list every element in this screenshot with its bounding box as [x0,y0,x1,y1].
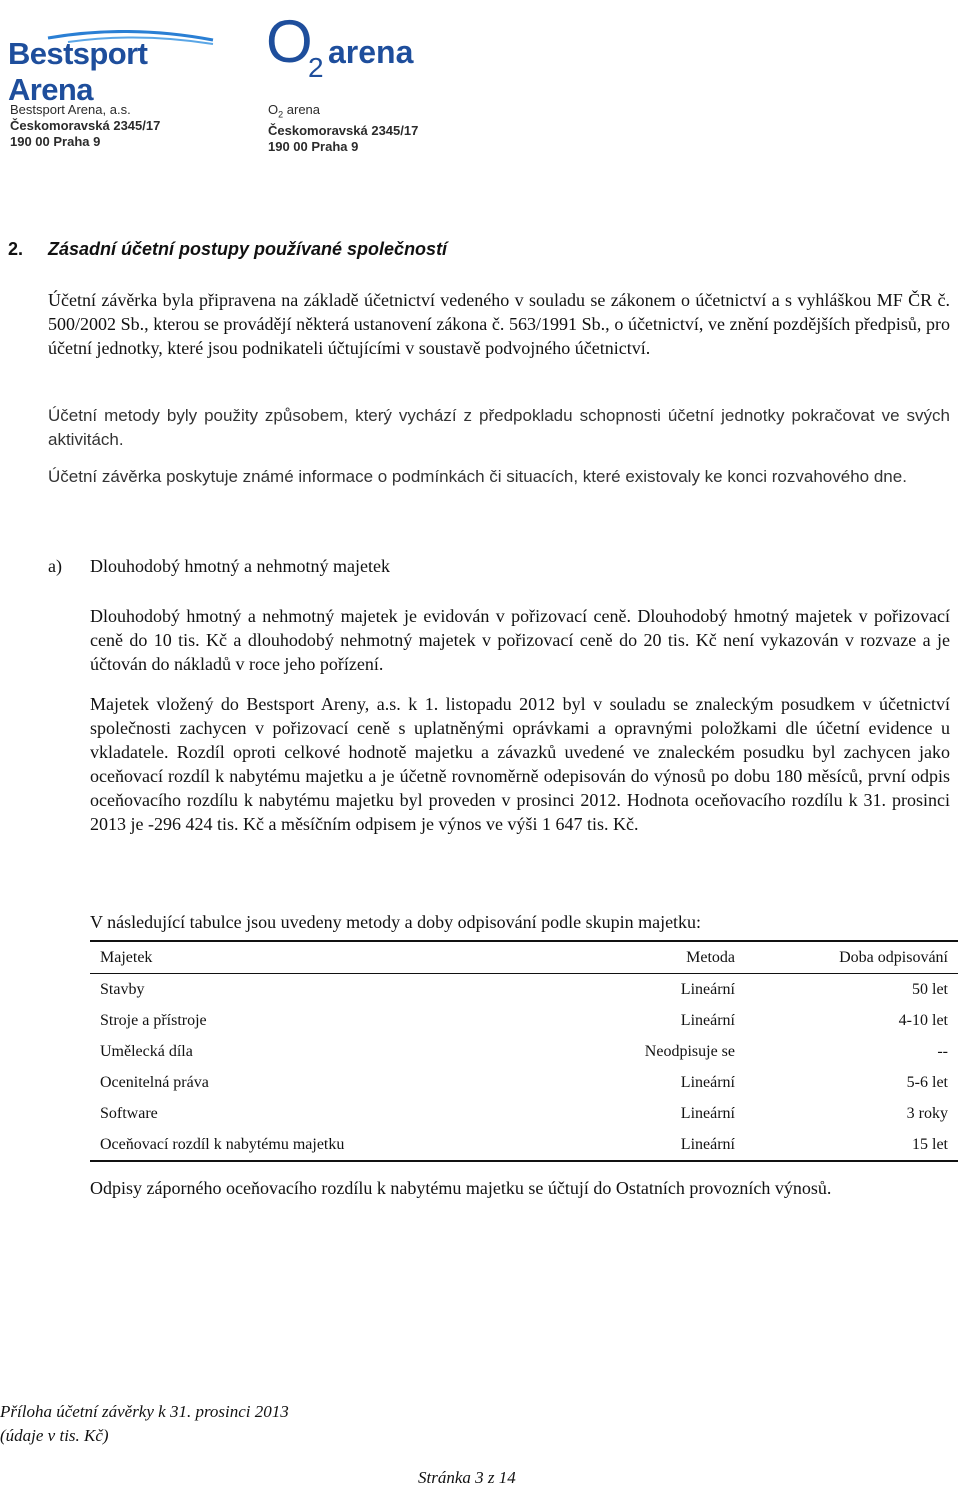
cell-period: -- [937,1042,948,1060]
column-header-period: Doba odpisování [745,941,958,974]
subsection-title: Dlouhodobý hmotný a nehmotný majetek [90,556,390,576]
table-row [90,1036,958,1067]
subsection-label: a) [48,556,62,576]
page-current: 3 [475,1468,484,1487]
cell-asset: Stroje a přístroje [100,1011,207,1029]
cell-period: 5-6 let [906,1073,948,1091]
o2-logo-mark: O [266,8,313,75]
cell-period: 3 roky [906,1104,948,1122]
o2-logo-sub: 2 [308,52,324,83]
paragraph-asset-evidence: Dlouhodobý hmotný a nehmotný majetek je evidován v pořizovací ceně. Dlouhodobý hmotný majetek v pořizovací ceně do 10 tis. Kč a dlouhodobý nehmotný majetek v pořizovací ceně do 20 tis. Kč není vykazován v rozvaze a je účtován do nákladů v roce jeho pořízení. [90,606,950,674]
page-prefix: Stránka [418,1468,471,1487]
cell-asset: Stavby [100,980,145,998]
page-number [418,1466,516,1490]
section-number: 2. [8,239,24,259]
address-line: Českomoravská 2345/17 [268,122,419,138]
footer-title: Příloha účetní závěrky k 31. prosinci 2013 [0,1402,289,1421]
address-line: Bestsport Arena, a.s. [10,102,131,117]
footer-units: (údaje v tis. Kč) [0,1426,109,1445]
address-o2-sub: 2 [278,109,284,120]
bestsport-logo-text: Bestsport Arena [8,36,148,107]
cell-method: Lineární [680,1104,735,1122]
cell-period: 4-10 let [898,1011,948,1029]
address-line [268,102,418,123]
paragraph-basis: Účetní závěrka byla připravena na základě účetnictví vedeného v souladu se zákonem o účetnictví a s vyhláškou MF ČR č. 500/2002 Sb., kterou se provádějí některá ustanovení zákona č. 563/1991 Sb., o účetnictví, ve znění pozdějších předpisů, pro účetní jednotky, které jsou podnikateli účtujícími v soustavě podvojného účetnictví. [48,290,950,358]
cell-period: 50 let [912,980,948,998]
table-row [90,1005,958,1036]
paragraph-contributed-assets: Majetek vložený do Bestsport Areny, a.s. k 1. listopadu 2012 byl v souladu se znaleckým posudkem v účetnictví společnosti zachycen v pořizovací ceně s uplatněnými oprávkami a opravnými položkami dle účetní evidence u vkladatele. Rozdíl oproti celkové hodnotě majetku a závazků uvedené ve znaleckém posudku byl zachycen jako oceňovací rozdíl k nabytému majetku a je účetně rovnoměrně odepisován do výnosů po dobu 180 měsíců, první odpis oceňovacího rozdílu k nabytému majetku byl proveden v prosinci 2012. Hodnota oceňovacího rozdílu k 31. prosinci 2013 je -296 424 tis. Kč a měsíčním odpisem je výnos ve výši 1 647 tis. Kč. [90,694,950,834]
page-separator: z [487,1468,495,1487]
address-line: 190 00 Praha 9 [10,134,101,149]
table-row [90,974,958,1006]
cell-method: Lineární [680,980,735,998]
o2-arena-logo [266,8,436,88]
table-header-row [90,941,958,974]
cell-period: 15 let [745,1129,958,1161]
bestsport-arena-logo [8,30,218,107]
column-header-asset: Majetek [90,941,530,974]
column-header-method: Metoda [530,941,745,974]
table-row [90,1067,958,1098]
cell-method: Neodpisuje se [644,1042,735,1060]
address-o2-name: arena [286,102,321,117]
cell-asset: Umělecká díla [100,1042,193,1060]
depreciation-table [90,940,958,1162]
address-bestsport [10,102,160,150]
page-total: 14 [498,1468,516,1487]
cell-asset: Software [100,1104,158,1122]
cell-asset: Oceňovací rozdíl k nabytému majetku [90,1129,530,1161]
cell-method: Lineární [680,1073,735,1091]
table-row [90,1098,958,1129]
cell-asset: Ocenitelná práva [100,1073,209,1091]
cell-method: Lineární [530,1129,745,1161]
address-o2-prefix: O [268,102,279,117]
address-o2-arena [268,102,418,155]
paragraph-information: Účetní závěrka poskytuje známé informace o podmínkách či situacích, které existovaly ke konci rozvahového dne. [48,467,907,486]
cell-method: Lineární [680,1011,735,1029]
section-title: Zásadní účetní postupy používané společností [48,239,448,259]
address-line: 190 00 Praha 9 [268,138,359,154]
table-row [90,1129,958,1161]
table-intro: V následující tabulce jsou uvedeny metody a doby odpisování podle skupin majetku: [90,912,702,932]
o2-logo-word: arena [328,34,414,70]
address-line: Českomoravská 2345/17 [10,118,161,133]
paragraph-going-concern: Účetní metody byly použity způsobem, který vychází z předpokladu schopnosti účetní jednotky pokračovat ve svých aktivitách. [48,406,950,449]
paragraph-after-table: Odpisy záporného oceňovacího rozdílu k nabytému majetku se účtují do Ostatních provozních výnosů. [90,1178,832,1198]
